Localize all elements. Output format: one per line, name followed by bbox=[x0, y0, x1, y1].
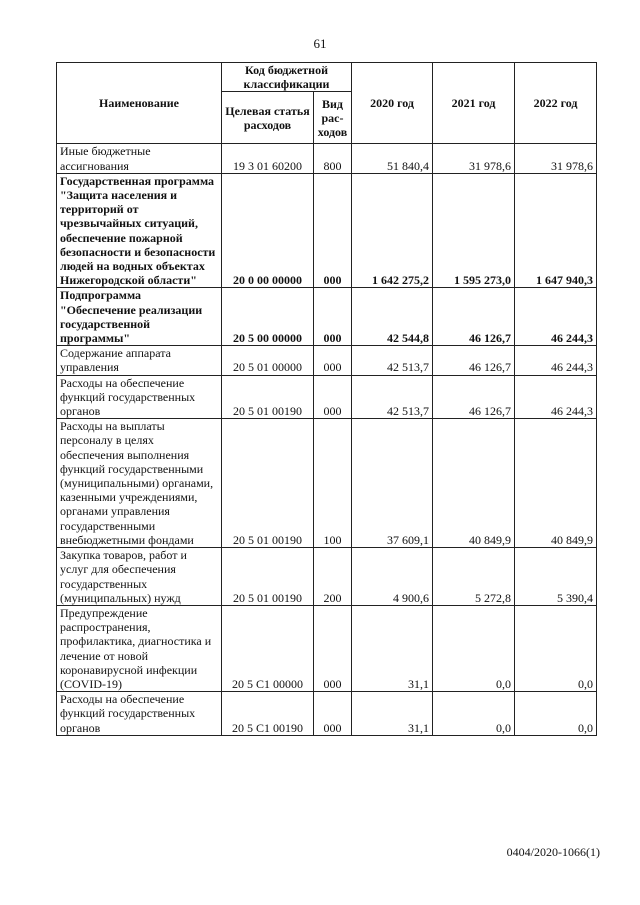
header-2020: 2020 год bbox=[352, 63, 433, 144]
row-target-code-cell: 20 5 01 00190 bbox=[222, 375, 314, 419]
table-row bbox=[57, 173, 597, 288]
row-2022-cell: 0,0 bbox=[515, 692, 597, 736]
table-row bbox=[57, 419, 597, 548]
row-name-cell: Иные бюджетные ассигнования bbox=[57, 144, 222, 173]
row-2020-cell: 42 513,7 bbox=[352, 375, 433, 419]
row-2022-cell: 46 244,3 bbox=[515, 346, 597, 375]
row-target-code-cell: 20 5 C1 00000 bbox=[222, 605, 314, 691]
page-number: 61 bbox=[313, 36, 327, 51]
row-name-cell: Подпрограмма "Обеспечение реализации государственной программы" bbox=[57, 288, 222, 346]
row-2022-cell: 31 978,6 bbox=[515, 144, 597, 173]
row-name-cell: Предупреждение распространения, профилактика, диагностика и лечение от новой коронавирусной инфекции (COVID-19) bbox=[57, 605, 222, 691]
row-type-code-cell: 800 bbox=[314, 144, 352, 173]
row-target-code-cell: 20 5 01 00190 bbox=[222, 419, 314, 548]
row-type-code-cell: 000 bbox=[314, 288, 352, 346]
header-name: Наименование bbox=[57, 63, 222, 144]
row-target-code-cell: 20 5 01 00190 bbox=[222, 548, 314, 606]
row-2020-cell: 37 609,1 bbox=[352, 419, 433, 548]
row-type-code-cell: 000 bbox=[314, 692, 352, 736]
header-2021: 2021 год bbox=[433, 63, 515, 144]
row-2020-cell: 4 900,6 bbox=[352, 548, 433, 606]
row-target-code-cell: 20 0 00 00000 bbox=[222, 173, 314, 288]
table-row bbox=[57, 548, 597, 606]
row-name-cell: Государственная программа "Защита населения и территорий от чрезвычайных ситуаций, обеспечение пожарной безопасности и безопасности людей на водных объектах Нижегородской области" bbox=[57, 173, 222, 288]
row-2020-cell: 31,1 bbox=[352, 605, 433, 691]
row-type-code-cell: 200 bbox=[314, 548, 352, 606]
table-row bbox=[57, 346, 597, 375]
table-row bbox=[57, 692, 597, 736]
row-2021-cell: 5 272,8 bbox=[433, 548, 515, 606]
row-2021-cell: 31 978,6 bbox=[433, 144, 515, 173]
header-kbk: Код бюджетной классификации bbox=[222, 63, 352, 92]
budget-table bbox=[56, 62, 597, 736]
row-2021-cell: 46 126,7 bbox=[433, 346, 515, 375]
row-type-code-cell: 000 bbox=[314, 346, 352, 375]
row-2020-cell: 51 840,4 bbox=[352, 144, 433, 173]
row-2022-cell: 5 390,4 bbox=[515, 548, 597, 606]
row-type-code-cell: 100 bbox=[314, 419, 352, 548]
row-2021-cell: 46 126,7 bbox=[433, 375, 515, 419]
row-type-code-cell: 000 bbox=[314, 605, 352, 691]
row-target-code-cell: 20 5 C1 00190 bbox=[222, 692, 314, 736]
row-2021-cell: 0,0 bbox=[433, 605, 515, 691]
header-target: Целевая статья расходов bbox=[222, 92, 314, 144]
row-2020-cell: 42 513,7 bbox=[352, 346, 433, 375]
row-2021-cell: 0,0 bbox=[433, 692, 515, 736]
row-2022-cell: 0,0 bbox=[515, 605, 597, 691]
row-2022-cell: 46 244,3 bbox=[515, 288, 597, 346]
table-row bbox=[57, 288, 597, 346]
row-target-code-cell: 20 5 00 00000 bbox=[222, 288, 314, 346]
row-name-cell: Расходы на обеспечение функций государственных органов bbox=[57, 692, 222, 736]
row-name-cell: Расходы на обеспечение функций государственных органов bbox=[57, 375, 222, 419]
row-2022-cell: 1 647 940,3 bbox=[515, 173, 597, 288]
row-2022-cell: 40 849,9 bbox=[515, 419, 597, 548]
row-target-code-cell: 19 3 01 60200 bbox=[222, 144, 314, 173]
row-name-cell: Содержание аппарата управления bbox=[57, 346, 222, 375]
document-code: 0404/2020-1066(1) bbox=[506, 845, 600, 859]
row-type-code-cell: 000 bbox=[314, 173, 352, 288]
row-2022-cell: 46 244,3 bbox=[515, 375, 597, 419]
header-type: Вид рас-ходов bbox=[314, 92, 352, 144]
row-type-code-cell: 000 bbox=[314, 375, 352, 419]
row-2020-cell: 42 544,8 bbox=[352, 288, 433, 346]
table-row bbox=[57, 144, 597, 173]
row-name-cell: Закупка товаров, работ и услуг для обеспечения государственных (муниципальных) нужд bbox=[57, 548, 222, 606]
row-2020-cell: 1 642 275,2 bbox=[352, 173, 433, 288]
row-2021-cell: 40 849,9 bbox=[433, 419, 515, 548]
row-2021-cell: 1 595 273,0 bbox=[433, 173, 515, 288]
row-2020-cell: 31,1 bbox=[352, 692, 433, 736]
row-target-code-cell: 20 5 01 00000 bbox=[222, 346, 314, 375]
header-2022: 2022 год bbox=[515, 63, 597, 144]
table-row bbox=[57, 605, 597, 691]
row-name-cell: Расходы на выплаты персоналу в целях обеспечения выполнения функций государственными (муниципальными) органами, казенными учреждениями, органами управления государственными внебюджетными фондами bbox=[57, 419, 222, 548]
table-row bbox=[57, 375, 597, 419]
row-2021-cell: 46 126,7 bbox=[433, 288, 515, 346]
